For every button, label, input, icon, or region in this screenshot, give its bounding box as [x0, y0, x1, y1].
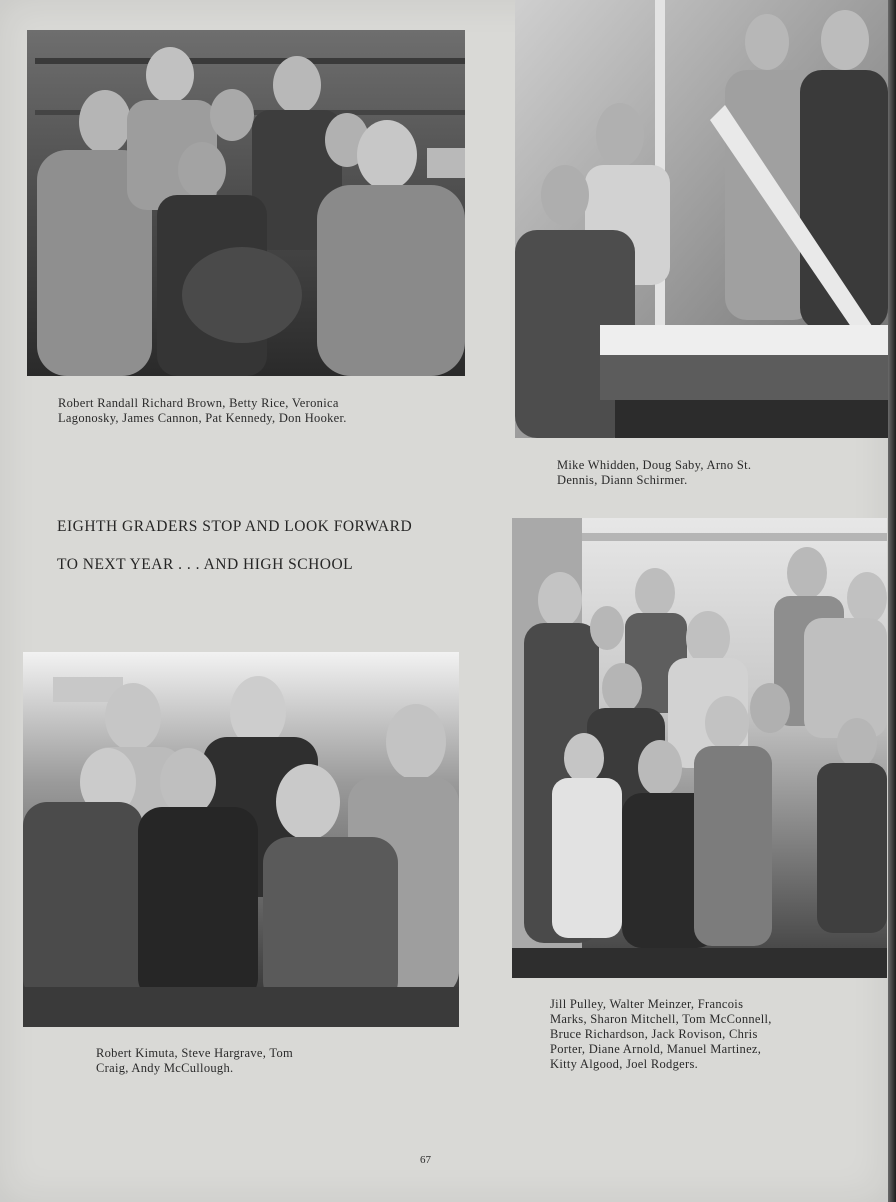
photo-bottom-right	[512, 518, 887, 978]
photo-bottom-left	[23, 652, 459, 1027]
photo-top-right-image	[515, 0, 888, 438]
book-spine-edge	[888, 0, 896, 1202]
photo-top-left	[27, 30, 465, 376]
photo-bottom-right-image	[512, 518, 887, 978]
caption-top-left: Robert Randall Richard Brown, Betty Rice, Veronica Lagonosky, James Cannon, Pat Kennedy, Don Hooker.	[58, 396, 347, 425]
page-number: 67	[420, 1154, 431, 1166]
photo-top-left-image	[27, 30, 465, 376]
photo-top-right	[515, 0, 888, 438]
caption-bottom-left: Robert Kimuta, Steve Hargrave, Tom Craig, Andy McCullough.	[96, 1046, 294, 1075]
caption-bottom-right: Jill Pulley, Walter Meinzer, Francois Marks, Sharon Mitchell, Tom McConnell, Bruce Richardson, Jack Rovison, Chris Porter, Diane Arnold, Manuel Martinez, Kitty Algood, Joel Rodgers.	[550, 997, 772, 1071]
headline-line-1: EIGHTH GRADERS STOP AND LOOK FORWARD	[57, 518, 413, 535]
photo-bottom-left-image	[23, 652, 459, 1027]
headline-line-2: TO NEXT YEAR . . . AND HIGH SCHOOL	[57, 556, 354, 573]
caption-top-right: Mike Whidden, Doug Saby, Arno St. Dennis, Diann Schirmer.	[557, 458, 752, 487]
